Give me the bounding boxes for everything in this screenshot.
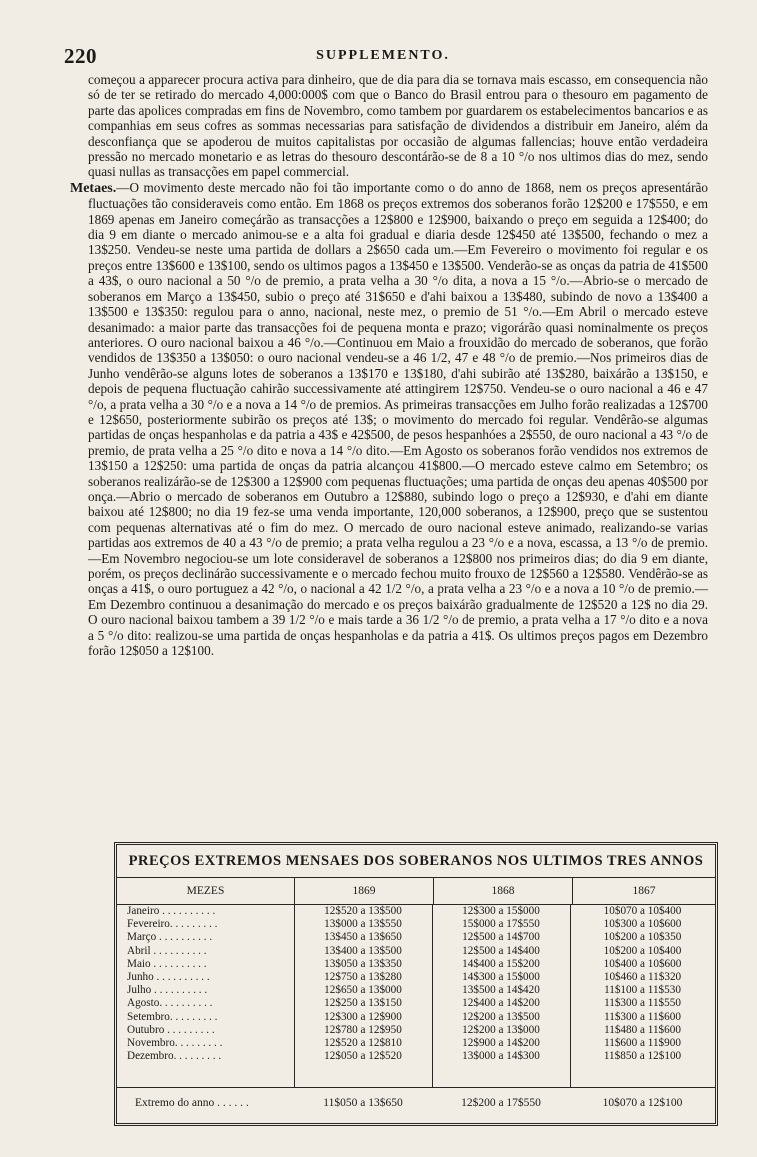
- price-range-cell: 12$900 a 14$200: [462, 1036, 540, 1049]
- table-row: [117, 1050, 715, 1063]
- price-range-cell: 13$050 a 13$350: [324, 957, 402, 970]
- column-rule: [294, 905, 295, 1087]
- price-range-cell: 12$780 a 12$950: [324, 1023, 402, 1036]
- month-label: Maio . . . . . . . . . .: [127, 957, 207, 970]
- price-range-cell: 12$050 a 12$520: [324, 1050, 402, 1063]
- table-row: [117, 1011, 715, 1024]
- paragraph-text: começou a apparecer procura activa para dinheiro, que de dia para dia se tornava mais escasso, em consequencia não só de ter se retirado do mercado 4,000:000$ com que o Banco do Brasil entrou para o thesouro em pagamento de parte das apolices compradas em fins de Novembro, como tambem por guardarem os estabelecimentos bancarios e as companhias em seus cofres as sommas necessarias para satisfação de dividendos a distribuir em Janeiro, além da desconfiança que se apoderou de muitos capitalistas por occasião de algumas fallencias; houve então verdadeira pressão no mercado monetario e as letras do thesouro descontárão-se de 8 a 10 °/o nos ultimos dias do mez, sendo quasi nullas as transacções em papel commercial.: [88, 72, 708, 180]
- price-range-cell: 10$200 a 10$350: [603, 931, 682, 944]
- price-range-cell: 14$400 a 15$200: [462, 957, 540, 970]
- section-lead: Metaes.: [70, 180, 117, 196]
- price-range-cell: 15$000 a 17$550: [462, 918, 540, 931]
- price-range-cell: 12$400 a 14$200: [462, 997, 540, 1010]
- price-range-cell: 13$450 a 13$650: [324, 931, 402, 944]
- price-range-cell: 12$500 a 14$400: [462, 944, 540, 957]
- month-label: Dezembro. . . . . . . . .: [127, 1050, 222, 1063]
- paragraph-metaes: [70, 179, 708, 659]
- table-row: [117, 958, 715, 971]
- price-range-cell: 13$000 a 14$300: [462, 1050, 540, 1063]
- price-range-cell: 12$200 a 13$000: [462, 1023, 540, 1036]
- price-range-cell: 14$300 a 15$000: [462, 970, 540, 983]
- column-rule: [432, 905, 433, 1087]
- price-range-cell: 12$750 a 13$280: [324, 970, 402, 983]
- price-range-cell: 11$300 a 11$550: [604, 997, 681, 1010]
- table-body: [117, 905, 715, 1088]
- month-label: Junho . . . . . . . . . .: [127, 970, 210, 983]
- column-rule: [570, 905, 571, 1087]
- column-header-year: 1869: [295, 878, 434, 904]
- month-label: Outubro . . . . . . . . .: [127, 1023, 215, 1036]
- price-range-cell: 12$500 a 14$700: [462, 931, 540, 944]
- price-range-cell: 11$480 a 11$600: [604, 1023, 681, 1036]
- price-range-cell: 13$000 a 13$550: [324, 918, 402, 931]
- price-range-cell: 11$300 a 11$600: [604, 1010, 681, 1023]
- price-range-cell: 13$400 a 13$500: [324, 944, 402, 957]
- page-number: 220: [64, 44, 97, 68]
- price-range-cell: 11$850 a 12$100: [603, 1050, 682, 1063]
- month-label: Abril . . . . . . . . . .: [127, 944, 207, 957]
- paragraph-monetary: [88, 72, 708, 180]
- month-label: Março . . . . . . . . . .: [127, 931, 213, 944]
- price-range-cell: 10$300 a 10$600: [603, 918, 682, 931]
- running-title: SUPPLEMENTO.: [316, 48, 450, 63]
- table-row: [117, 1024, 715, 1037]
- price-range-cell: 10$200 a 10$400: [603, 944, 682, 957]
- table-row: [117, 931, 715, 944]
- month-label: Janeiro . . . . . . . . . .: [127, 905, 216, 917]
- price-range-cell: 13$500 a 14$420: [462, 984, 540, 997]
- body-text: [70, 72, 708, 659]
- price-range-cell: 12$300 a 15$000: [462, 905, 540, 917]
- extreme-value: 12$200 a 17$550: [461, 1097, 541, 1109]
- price-range-cell: 12$650 a 13$000: [324, 984, 402, 997]
- table-header: [117, 878, 715, 905]
- table-row: [117, 997, 715, 1010]
- month-label: Novembro. . . . . . . . .: [127, 1036, 223, 1049]
- price-range-cell: 10$460 a 11$320: [603, 970, 682, 983]
- table-row: [117, 945, 715, 958]
- month-label: Fevereiro. . . . . . . . .: [127, 918, 218, 931]
- table-title: PREÇOS EXTREMOS MENSAES DOS SOBERANOS NOS ULTIMOS TRES ANNOS: [117, 845, 715, 878]
- price-range-cell: 10$070 a 10$400: [603, 905, 682, 917]
- month-label: Setembro. . . . . . . . .: [127, 1010, 218, 1023]
- price-table: [114, 842, 718, 1126]
- price-range-cell: 11$600 a 11$900: [604, 1036, 681, 1049]
- price-range-cell: 12$300 a 12$900: [324, 1010, 402, 1023]
- extreme-value: 10$070 a 12$100: [602, 1097, 683, 1109]
- extreme-value: 11$050 a 13$650: [323, 1097, 403, 1109]
- month-label: Julho . . . . . . . . . .: [127, 984, 208, 997]
- column-header-year: 1868: [434, 878, 573, 904]
- paragraph-text: —O movimento deste mercado não foi tão importante como o do anno de 1868, nem os preços apresentárão fluctuações tão consideraveis como então. Em 1868 os preços extremos dos soberanos forão 12$200 e 17$550, e em 1869 apenas em Janeiro começárão as transacções a 12$800 e 12$900, baixando o preço em seguida a 12$400; do dia 9 em diante o mercado animou-se e a alta foi gradual e diaria desde 12$450 até 13$500, fechando o mez a 13$250. Vendeu-se neste uma partida de dollars a 2$650 cada um.—Em Fevereiro o movimento foi regular e os preços entre 13$600 e 13$100, sendo os ultimos pagos a 13$450 e 13$500. Venderão-se as onças da patria de 41$500 a 43$, o ouro nacional a 50 °/o de premio, a prata velha a 30 °/o dita, a nova a 15 °/o.—Abrio-se o mercado de soberanos em Março a 13$450, subio o preço até 31$650 e d'ahi baixou a 13$480, subindo de novo a 13$400 a 13$500 e 13$350: regulou para o anno, nacional, neste mez, o premio de 51 °/o.—Em Abril o mercado esteve desanimado: a maior parte das transacções foi de pequena monta e prazo; vigorárão quasi nominalmente os preços anteriores. O ouro nacional baixou a 46 °/o.—Continuou em Maio a frouxidão do mercado de soberanos, que forão vendidos de 13$350 a 13$050: o ouro nacional vendeu-se a 46 1/2, 47 e 48 °/o de premio.—Nos primeiros dias de Junho vendêrão-se alguns lotes de soberanos a 13$170 e 13$180, d'ahi subirão até 13$280, baixárão a 13$150, e depois de pequena fluctuação cahirão successivamente até attingirem 12$750. Vendeu-se o ouro nacional a 46 e 47 °/o, a prata velha a 30 °/o e a nova a 14 °/o de premios. As primeiras transacções em Julho forão realizadas a 12$700 e 12$650, posteriormente subirão os preços até 13$; o movimento do mercado foi regular. Vendêrão-se algumas partidas de onças hespanholas e da patria a 43$ e 42$500, de pesos hespanhóes a 2$550, de ouro nacional a 43 °/o de premio, de prata velha a 25 °/o dito e nova a 14 °/o dito.—Em Agosto os soberanos forão vendidos nos extremos de 13$150 a 12$250: uma partida de onças da patria alcançou 41$800.—O mercado esteve calmo em Setembro; os soberanos realizárão-se de 12$300 a 12$900 com pequenas fluctuações; uma partida de onças deu apenas 40$500 por onça.—Abrio o mercado de soberanos em Outubro a 12$880, subindo logo o preço a 12$930, e d'ahi em diante baixou até 12$800; no dia 19 fez-se uma venda importante, 120,000 soberanos, a 12$900, preço que se sustentou com pequenas alternativas até o fim do mez. O mercado de ouro nacional esteve animado, realizando-se varias partidas aos extremos de 40 a 43 °/o de premio; a prata velha regulou a 23 °/o e a nova, escassa, a 13 °/o de premio.—Em Novembro negociou-se um lote consideravel de soberanos a 12$800 nos primeiros dias; do dia 9 em diante, porém, os preços declinárão successivamente e o mercado fechou muito frouxo de 12$560 a 12$580. Vendêrão-se as onças a 41$, o ouro portuguez a 42 °/o, o nacional a 42 1/2 °/o, a prata velha a 23 °/o e a nova a 10 °/o de premio.—Em Dezembro continuou a desanimação do mercado e os preços baixárão gradualmente de 12$520 a 12$ no dia 29. O ouro nacional baixou tambem a 39 1/2 °/o e mais tarde a 36 1/2 °/o de premio, a prata velha a 17 °/o dito e a nova a 5 °/o dito: realizou-se uma partida de onças hespanholas e da patria a 41$. Os ultimos preços pagos em Dezembro forão 12$050 a 12$100.: [88, 179, 708, 659]
- column-header-year: 1867: [632, 885, 656, 897]
- column-header-months: MEZES: [117, 878, 295, 904]
- table-row: [117, 984, 715, 997]
- price-range-cell: 12$520 a 13$500: [324, 905, 402, 917]
- table-extreme-row: [117, 1088, 715, 1118]
- price-range-cell: 10$400 a 10$600: [603, 957, 682, 970]
- table-row: [117, 905, 715, 918]
- price-range-cell: 12$250 a 13$150: [324, 997, 402, 1010]
- table-row: [117, 971, 715, 984]
- table-row: [117, 1037, 715, 1050]
- price-range-cell: 12$200 a 13$500: [462, 1010, 540, 1023]
- month-label: Agosto. . . . . . . . . .: [127, 997, 213, 1010]
- extreme-label: Extremo do anno . . . . . .: [135, 1097, 249, 1109]
- page-header: [58, 44, 708, 68]
- price-range-cell: 11$100 a 11$530: [604, 984, 681, 997]
- price-range-cell: 12$520 a 12$810: [324, 1036, 402, 1049]
- table-row: [117, 918, 715, 931]
